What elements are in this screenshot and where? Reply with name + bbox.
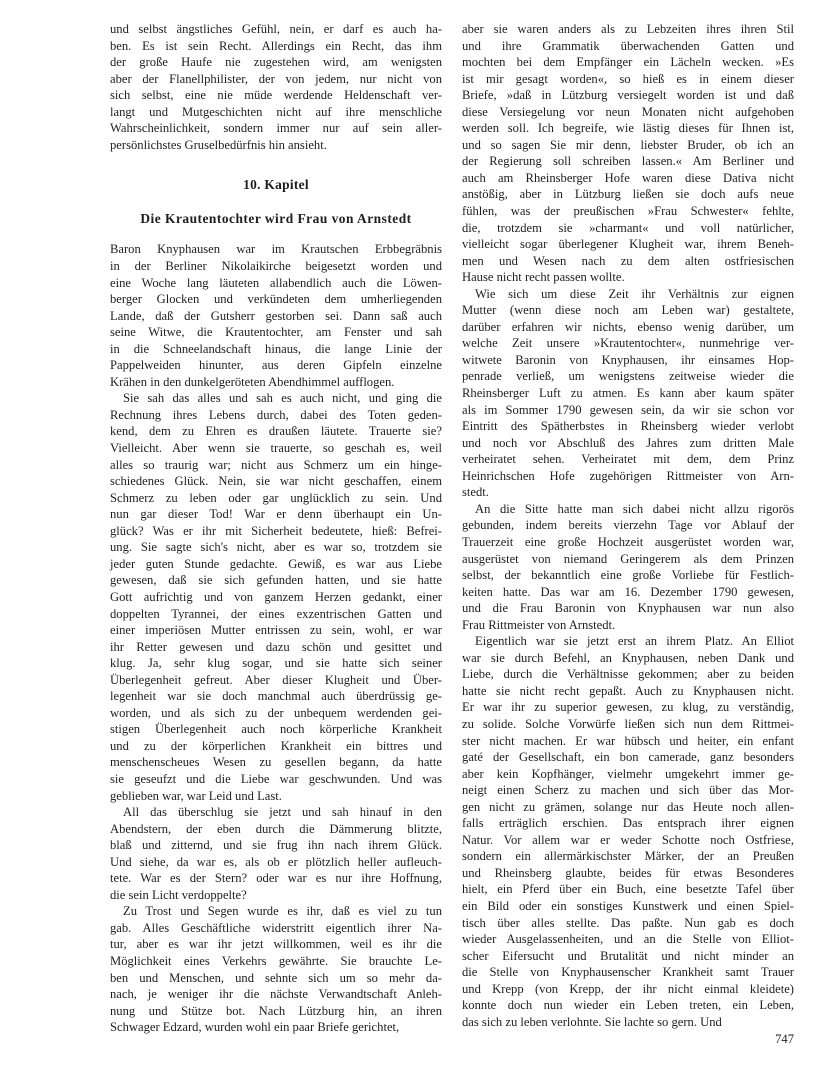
text-line: gewesen, daß sie sich gefunden hatten, und sie hatte — [110, 573, 442, 588]
text-line: und ihre Grammatik überwachenden Gatten und — [462, 38, 794, 53]
section-title: Die Krautentochter wird Frau von Arnstedt — [140, 210, 412, 226]
text-line: schiedenes Glück. Nein, sie war nicht geschaffen, einem — [110, 474, 442, 489]
text-line: ihr Retter gewesen und dazu schön und gesittet und — [110, 639, 442, 654]
text-line: An die Sitte hatte man sich dabei nicht allzu rigorös — [475, 501, 794, 516]
right-column — [462, 21, 794, 1048]
text-line: und noch vor Abschluß des Jahres zum dritten Male — [462, 435, 794, 450]
text-line: selbst, der bekanntlich eine große Vorliebe für Festlich- — [462, 568, 794, 583]
text-line: ist mir gesagt worden«, so hieß es in einem dieser — [462, 71, 794, 86]
text-line: ung. Sie sagte sich's nicht, aber es war so, trotzdem sie — [110, 540, 442, 555]
text-line: Mutter (wenn diese noch am Leben war) gestaltete, — [462, 303, 794, 318]
text-line: gaté der Gesellschaft, ein bon camerade, ganz besonders — [462, 750, 794, 765]
text-line: Und siehe, da war es, als ob er plötzlich heller aufleuch- — [110, 854, 442, 869]
text-line: aber der Flanellphilister, der von jedem, nur nicht von — [110, 71, 442, 86]
text-line: Rechnung ihres Lebens durch, dabei des Toten geden- — [110, 407, 442, 422]
text-line: worden, und als sich zu der unbequem werdenden gei- — [110, 705, 442, 720]
text-line: falls erträglich erschien. Das entsprach ihrer eignen — [462, 816, 794, 831]
text-line: auch am Rheinsberger Hofe waren diese Dativa nicht — [462, 170, 794, 185]
text-line: langt und Mutgeschichten nicht auf ihre menschliche — [110, 104, 442, 119]
text-line: geblieben war, war Leid und Last. — [110, 788, 282, 803]
text-line: Natur. Vor allem war er weder Schotte noch Ostfriese, — [462, 832, 794, 847]
text-line: gebunden, indem bereits vierzehn Tage vor Ablauf der — [462, 518, 794, 533]
text-line: kend, dem zu Ehren es draußen läutete. Trauerte sie? — [110, 424, 442, 439]
paragraph — [462, 501, 794, 633]
text-line: nun gar dieser Tod! War er denn überhaupt ein Un- — [110, 507, 442, 522]
text-line: der große Haufe nie zugestehen wird, am wenigsten — [110, 55, 442, 70]
text-line: mochten bei dem Empfänger ein Lächeln wecken. »Es — [462, 55, 794, 70]
page-number: 747 — [775, 1032, 794, 1047]
text-line: Rheinsberger Luft zu atmen. Es kann aber kaum später — [462, 386, 794, 401]
text-line: anstößig, aber in Lützburg ließen sie doch aufs neue — [462, 187, 794, 202]
left-column — [110, 21, 442, 1048]
text-line: gab. Alles Geschäftliche widerstritt eigentlich ihrer Na- — [110, 920, 442, 935]
text-line: legenheit war sie doch manchmal auch überdrüssig ge- — [110, 689, 442, 704]
text-line: in der Berliner Nikolaikirche beigesetzt worden und — [110, 259, 442, 274]
text-line: ster nicht machen. Er war hübsch und heiter, ein enfant — [462, 733, 794, 748]
text-line: Briefe, »daß in Lützburg versiegelt worden ist und daß — [462, 88, 794, 103]
text-line: Überlegenheit gefreut. Aber dieser Klugheit und Über- — [110, 672, 442, 687]
text-line: Liebe, durch die Verhältnisse gekommen; aber zu beiden — [462, 667, 794, 682]
text-line: jeder guten Stunde gedachte. Gewiß, es war aus Liebe — [110, 556, 442, 571]
text-line: penrade verließ, um wenigstens zeitweise wieder die — [462, 369, 794, 384]
text-line: tur, aber es war ihr jetzt willkommen, weil es ihr die — [110, 937, 442, 952]
text-line: keiten hatte. Das war am 16. Dezember 1790 gewesen, — [462, 584, 794, 599]
text-line: glück? Was er ihr mit Sicherheit bedeutete, hieß: Befrei- — [110, 523, 442, 538]
text-line: und so sagen Sie mir denn, liebster Bruder, ob ich an — [462, 137, 794, 152]
text-line: men und Wesen nach zu dem alten ostfriesischen — [462, 253, 794, 268]
text-line: berger Glocken und verkündeten dem umherliegenden — [110, 292, 442, 307]
text-line: sondern ein allermärkischster Märker, der an Preußen — [462, 849, 794, 864]
text-line: alles so traurig war; nicht aus Schmerz um ein hinge- — [110, 457, 442, 472]
text-line: tete. War es der Stern? oder war es nur ihre Hoffnung, — [110, 871, 442, 886]
text-line: als im Sommer 1790 gewesen sein, da wir sie schon vor — [462, 402, 794, 417]
text-line: aber sie waren anders als zu Lebzeiten ihres ihren Stil — [462, 22, 794, 36]
text-line: und Krepp (von Krepp, der ihr nicht einmal kleidete) — [462, 981, 794, 996]
text-line: Pappelweiden hinunter, aus deren Gipfeln einzelne — [110, 358, 442, 373]
text-line: vielleicht sogar überlegener Klugheit war, ihrem Beneh- — [462, 237, 794, 252]
text-line: Zu Trost und Segen wurde es ihr, daß es viel zu tun — [123, 904, 442, 919]
paragraph — [110, 804, 442, 903]
text-line: Gott aufrichtig und von ganzem Herzen gedankt, einer — [110, 589, 442, 604]
paragraph — [462, 286, 794, 501]
text-line: und selbst ängstliches Gefühl, nein, er darf es auch ha- — [110, 22, 442, 36]
text-line: Vielleicht. Aber wenn sie trauerte, so geschah es, weil — [110, 441, 442, 456]
text-line: Wie sich um diese Zeit ihr Verhältnis zur eignen — [475, 286, 794, 301]
text-line: ben und Menschen, und sehnte sich um so mehr da- — [110, 970, 442, 985]
text-line: darüber erfahren wir nichts, ebenso wenig darüber, um — [462, 319, 794, 334]
text-line: Sie sah das alles und sah es auch nicht, und ging die — [123, 391, 442, 406]
text-line: hielt, ein Pferd über ein Buch, eine besetzte Tafel über — [462, 882, 794, 897]
text-line: nach, je weniger ihr die nächste Verwandtschaft Anleh- — [110, 987, 442, 1002]
text-line: Hause nicht recht passen wollte. — [462, 270, 625, 285]
text-line: welche Zeit unsere »Krautentochter«, nunmehrige ver- — [462, 336, 794, 351]
text-line: verheiratet sehen. Verheiratet mit dem, dem Prinz — [462, 452, 794, 467]
text-line: konnte doch nun wieder ein Leben treten, ein Leben, — [462, 998, 794, 1013]
text-line: die, trotzdem sie »charmant« und voll natürlicher, — [462, 220, 794, 235]
text-line: in die Schneelandschaft hinaus, die lange Linie der — [110, 341, 442, 356]
text-line: sie geseufzt und die Liebe war geschwunden. Und was — [110, 771, 442, 786]
text-line: stigen Überlegenheit auch noch körperliche Krankheit — [110, 722, 442, 737]
text-line: Heinrichschen Hofe zugehörigen Rittmeister von Arn- — [462, 468, 794, 483]
text-line: Baron Knyphausen war im Krautschen Erbbegräbnis — [110, 242, 442, 257]
text-line: Eigentlich war sie jetzt erst an ihrem Platz. An Elliot — [475, 634, 794, 649]
text-line: doppelten Tyrannei, der eines exzentrischen Gatten und — [110, 606, 442, 621]
text-line: blaß und zitternd, und sie frug ihn nach ihrem Glück. — [110, 838, 442, 853]
text-block — [110, 21, 794, 1048]
text-line: Er war ihr zu superior gewesen, zu klug, zu verständig, — [462, 700, 794, 715]
text-line: persönlichstes Gruselbedürfnis hin ansieht. — [110, 137, 327, 152]
text-line: eine Woche lang läuteten allabendlich auch die Löwen- — [110, 275, 442, 290]
text-line: Frau Rittmeister von Arnstedt. — [462, 617, 616, 632]
text-line: das sich zu leben verlohnte. Sie lachte so gern. Und — [462, 1014, 722, 1029]
text-line: zu solide. Solche Vorwürfe ließen sich nun dem Rittmei- — [462, 716, 794, 731]
text-line: Krähen in den dunkelgeröteten Abendhimmel aufflogen. — [110, 374, 395, 389]
text-line: Lande, daß der Gutsherr gestorben sei. Dann saß auch — [110, 308, 442, 323]
text-line: und Rheinsberg glaubte, beides für etwas Besonderes — [462, 865, 794, 880]
text-line: Abendstern, der eben durch die Dämmerung blitzte, — [110, 821, 442, 836]
text-line: witwete Baronin von Knyphausen, ihr einsames Hop- — [462, 352, 794, 367]
text-line: fühlen, was der preußischen »Frau Schwester« fehlte, — [462, 204, 794, 219]
text-line: ein Bild oder ein sonstiges Kunstwerk und einen Spiel- — [462, 898, 794, 913]
text-line: nung und Stütze bot. Nach Lützburg hin, an ihren — [110, 1003, 442, 1018]
text-line: werden soll. Ich begreife, wie lästig dieses für Ihnen ist, — [462, 121, 794, 136]
text-line: ben. Es ist sein Recht. Allerdings ein Recht, das ihm — [110, 38, 442, 53]
text-line: menschenscheues Wesen zu gesellen begann, da hatte — [110, 755, 442, 770]
text-line: einer imperiösen Mutter entrissen zu sein, wohl, er war — [110, 623, 442, 638]
text-line: der Regierung soll schreiben lassen.« Am Berliner und — [462, 154, 794, 169]
text-line: Schwager Edzard, wurden wohl ein paar Briefe gerichtet, — [110, 1020, 400, 1035]
text-line: klug. Ja, sehr klug sogar, und sie hatte sich seiner — [110, 656, 442, 671]
text-line: aber kein Kopfhänger, vielmehr umgekehrt immer ge- — [462, 766, 794, 781]
chapter-heading: 10. Kapitel — [243, 177, 309, 193]
text-line: wieder Ausgelassenheiten, und an die Stelle von Elliot- — [462, 932, 794, 947]
text-line: neigt einen Scherz zu machen und sich über das Mor- — [462, 783, 794, 798]
text-line: Wahrscheinlichkeit, sondern immer nur auf sein aller- — [110, 121, 442, 136]
text-line: Schmerz zu leben oder gar unglücklich zu sein. Und — [110, 490, 442, 505]
text-line: stedt. — [462, 485, 489, 500]
text-line: tisch über alles stellte. Das paßte. Nun gab es doch — [462, 915, 794, 930]
text-line: ausgerüstet von niemand Geringerem als dem Prinzen — [462, 551, 794, 566]
paragraph — [462, 633, 794, 1030]
text-line: All das überschlug sie jetzt und sah hinauf in den — [123, 805, 442, 820]
text-line: Möglichkeit eines Verkehrs gewährte. Sie brauchte Le- — [110, 953, 442, 968]
paragraph — [110, 241, 442, 390]
paragraph — [110, 21, 442, 153]
text-line: diese Versiegelung vor neun Monaten nicht aufgehoben — [462, 104, 794, 119]
text-line: seine Witwe, die Krautentochter, am Fenster und sah — [110, 325, 442, 340]
text-line: die Stelle von Knyphausenscher Krankheit samt Trauer — [462, 965, 794, 980]
text-line: war sie durch Befehl, an Knyphausen, neben Dank und — [462, 650, 794, 665]
text-line: gen nicht zu grämen, solange nur das Heute noch allen- — [462, 799, 794, 814]
paragraph — [462, 21, 794, 286]
paragraph — [110, 390, 442, 804]
text-line: sich selbst, eine nie müde werdende Heldenschaft ver- — [110, 88, 442, 103]
text-line: Eintritt des Spätherbstes in Rheinsberg wieder verlobt — [462, 419, 794, 434]
text-line: Trauerzeit eine große Hochzeit ausgerüstet worden war, — [462, 534, 794, 549]
paragraph — [110, 903, 442, 1035]
text-line: hatte sie nicht recht gepaßt. Auch zu Knyphausen nicht. — [462, 683, 794, 698]
text-line: die sein Licht verdoppelte? — [110, 887, 247, 902]
text-line: und zu der körperlichen Krankheit ein bittres und — [110, 738, 442, 753]
text-line: scher Eifersucht und Brutalität und nicht minder an — [462, 948, 794, 963]
text-line: und die Frau Baronin von Knyphausen war nun also — [462, 601, 794, 616]
